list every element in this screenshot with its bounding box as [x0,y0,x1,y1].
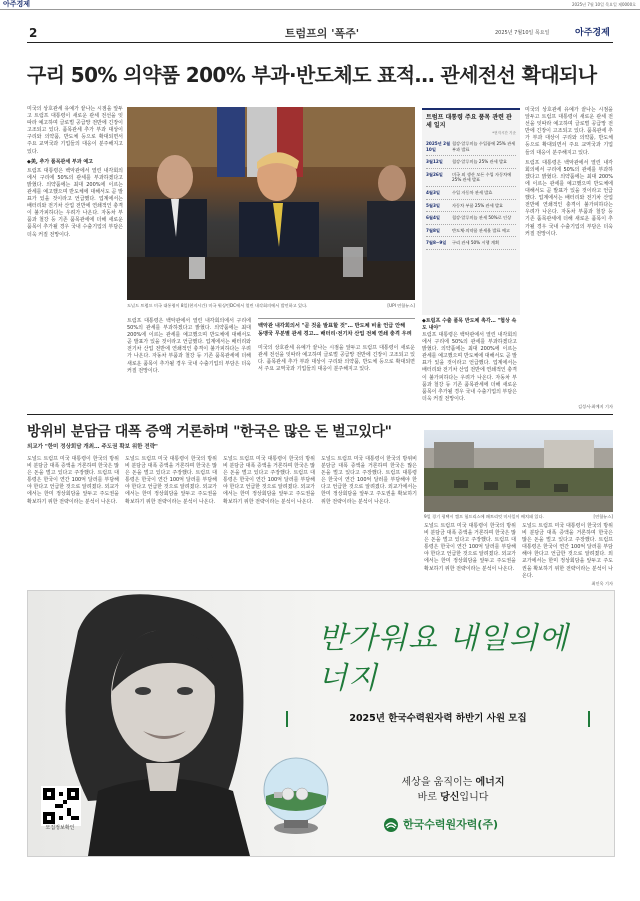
story1-caption: 도널드 트럼프 미국 대통령이 8일(현지시간) 미국 워싱턴DC에서 열린 내각회의에서 발언하고 있다. [127,303,308,308]
top-logo: 아주경제 [3,0,31,8]
timeline-text: 철강·알루미늄 수입품에 25% 관세 부과 발표 [452,141,516,152]
ad-tagline-1 [338,776,568,790]
story2-col-b [125,456,217,506]
story1-photo [127,107,415,300]
sidebox-rows [422,136,520,252]
timeline-text: 미국 외 생산 모든 수입 자동차에 25% 관세 발표 [452,171,512,183]
story2-photo-credit: [연합뉴스] [593,514,613,519]
story1-deck-line1: 백악관 내각회의서 "곧 것을 발표할 것"… 반도체 비율 언급 안해 [258,323,406,329]
timeline-text: 철강·알루미늄 25% 관세 발효 [452,159,508,165]
timeline-row [426,212,516,225]
story2-photo [424,430,613,512]
sidebox-title: 트럼프 대통령 주요 품목 관련 관세 일지 [426,114,512,129]
story1-intro-cont: 트럼프 대통령은 백악관에서 열린 내각회의에서 구리에 50%의 관세를 부과하겠다고 밝혔다. 의약품에는 최대 200%에 이르는 관세를 예고했으며 반도체에 대해서도 곧 발표가 있을 것이라고 언급했다. 업계에서는 배터리와 전기차 산업 전반에 연쇄적인 충격이 불가피하다는 우려가 나온다. 자동차 부품과 철강 등 기존 품목관세에 더해 새로운 품목이 추가될 경우 국내 수출기업의 부담은 더욱 커질 전망이다. [27,167,123,238]
header-paper: 아주경제 [575,28,610,38]
tagline2-em: 당신 [440,792,460,803]
story1-deck-line2: 동맹국 무분별 관세 경고… 배터리·전기차 산업 전체 연쇄 충격 우려 [258,331,412,337]
timeline-text: 수입 자동차 관세 발효 [452,189,493,195]
tagline1-em: 에너지 [475,777,505,788]
story1-photo-credit: [UPI 연합뉴스] [387,303,415,308]
story1-deck [258,318,415,338]
military-base-illustration [424,430,613,512]
story2-col-e [424,523,516,573]
recruit-banner[interactable] [286,711,590,727]
timeline-date: 3월26일 [426,171,443,177]
story1-col-b-text: 미국의 상호관세 유예가 끝나는 시점을 앞두고 트럼프 대통령이 새로운 관세 전선을 잇따라 예고하며 글로벌 공급망 전반에 긴장이 고조되고 있다. 품목관세 추가 부과 대상이 구리와 의약품, 반도체 등으로 확대되면서 주요 교역국과 기업들의 대응이 분주해지고 있다. [258,345,415,373]
timeline-row [426,169,516,187]
page-number: 2 [29,26,38,40]
story2-col-c-text: 도널드 트럼프 미국 대통령이 한국의 방위비 분담금 대폭 증액을 거론하며 한국은 많은 돈을 벌고 있다고 주장했다. 트럼프 대통령은 한국이 연간 100억 달러를 부담해야 한다고 언급한 것으로 알려졌다. 외교가에서는 한미 정상회담을 앞두고 주도권을 확보하기 위한 전략이라는 분석이 나온다. [223,456,315,505]
timeline-text: 반도체·의약품 관세율 발표 예고 [452,227,510,233]
timeline-row [426,237,516,250]
timeline-date: 6월4일 [426,215,440,221]
top-bar [0,0,640,10]
timeline-row [426,200,516,213]
story1-right-text2: 트럼프 대통령은 백악관에서 열린 내각회의에서 구리에 50%의 관세를 부과하겠다고 밝혔다. 의약품에는 최대 200%에 이르는 관세를 예고했으며 반도체에 대해서도 곧 발표가 있을 것이라고 언급했다. 업계에서는 배터리와 전기차 산업 전반에 연쇄적인 충격이 불가피하다는 우려가 나온다. 자동차 부품과 철강 등 기존 품목관세에 더해 새로운 품목이 추가될 경우 국내 수출기업의 부담은 더욱 커질 전망이다. [525,159,613,237]
story2-col-e-text: 도널드 트럼프 미국 대통령이 한국의 방위비 분담금 대폭 증액을 거론하며 한국은 많은 돈을 벌고 있다고 주장했다. 트럼프 대통령은 한국이 연간 100억 달러를 부담해야 한다고 언급한 것으로 알려졌다. 외교가에서는 한미 정상회담을 앞두고 주도권을 확보하기 위한 전략이라는 분석이 나온다. [424,523,516,572]
timeline-date: 5월3일 [426,202,440,208]
story1-lower-c-text: 트럼프 대통령은 백악관에서 열린 내각회의에서 구리에 50%의 관세를 부과하겠다고 밝혔다. 의약품에는 최대 200%에 이르는 관세를 예고했으며 반도체에 대해서도 곧 발표가 있을 것이라고 언급했다. 업계에서는 배터리와 전기차 산업 전반에 연쇄적인 충격이 불가피하다는 우려가 나온다. 자동차 부품과 철강 등 기존 품목관세에 더해 새로운 품목이 추가될 경우 국내 수출기업의 부담은 더욱 커질 전망이다. [422,332,517,402]
timeline-row [426,156,516,169]
story1-headline: 구리 50% 의약품 200% 부과·반도체도 표적… 관세전선 확대되나 [27,63,597,87]
story1-lower-col-c [422,318,517,403]
timeline-text: 구리 관세 50% 시행 계획 [452,240,499,246]
story1-right-text1: 미국의 상호관세 유예가 끝나는 시점을 앞두고 트럼프 대통령이 새로운 관세 전선을 잇따라 예고하며 글로벌 공급망 전반에 긴장이 고조되고 있다. 품목관세 추가 부과 대상이 구리와 의약품, 반도체 등으로 확대되면서 주요 교역국과 기업들의 대응이 분주해지고 있다. [525,107,613,156]
timeline-text: 자동차 부품 25% 관세 발효 [452,202,504,208]
story2-caption: 9일 경기 평택시 캠프 험프리스에 패트리엇 미사일이 배치돼 있다. [424,514,544,519]
story2-col-d-text: 도널드 트럼프 미국 대통령이 한국의 방위비 분담금 대폭 증액을 거론하며 한국은 많은 돈을 벌고 있다고 주장했다. 트럼프 대통령은 한국이 연간 100억 달러를 부담해야 한다고 언급한 것으로 알려졌다. 외교가에서는 한미 정상회담을 앞두고 주도권을 확보하기 위한 전략이라는 분석이 나온다. [321,456,417,505]
timeline-row [426,225,516,238]
section-title: 트럼프의 '폭주' [284,27,360,40]
story2-col-f [522,523,613,587]
story-divider [27,414,613,415]
energy-globe [260,756,332,836]
story2-headline: 방위비 분담금 대폭 증액 거론하며 "한국은 많은 돈 벌고있다" [27,424,392,440]
story1-col-b [258,345,415,373]
story1-intro: 미국의 상호관세 유예가 끝나는 시점을 앞두고 트럼프 대통령이 새로운 관세 전선을 잇따라 예고하며 글로벌 공급망 전반에 긴장이 고조되고 있다. 품목관세 추가 부과 대상이 구리와 의약품, 반도체 등으로 확대되면서 주요 교역국과 기업들의 대응이 분주해지고 있다. [27,106,123,155]
tagline1-pre: 세상을 움직이는 [401,777,476,788]
timeline-date: 2025년 2월10일 [426,141,451,152]
story1-subhead: ◆美, 추가 품목관세 부과 예고 [27,158,94,165]
story2-col-b-text: 도널드 트럼프 미국 대통령이 한국의 방위비 분담금 대폭 증액을 거론하며 한국은 많은 돈을 벌고 있다고 주장했다. 트럼프 대통령은 한국이 연간 100억 달러를 부담해야 한다고 언급한 것으로 알려졌다. 외교가에서는 한미 정상회담을 앞두고 주도권을 확보하기 위한 전략이라는 분석이 나온다. [125,456,217,505]
story1-subhead2: ◆트럼프 수출 품목 반도체 촉각… "협상 속도 내야" [422,318,517,331]
qr-code[interactable] [41,786,81,826]
ad-tagline-2 [338,791,568,805]
story1-byline: 김성서·최예지 기자 [577,404,613,409]
timeline-date: 4월3일 [426,189,440,195]
recruit-text[interactable]: 2025년 한국수력원자력 하반기 사원 모집 [349,713,527,724]
story2-col-a [27,456,119,506]
timeline-row [426,187,516,200]
story1-intro-column [27,106,123,239]
story1-col-a-text: 트럼프 대통령은 백악관에서 열린 내각회의에서 구리에 50%의 관세를 부과하겠다고 밝혔다. 의약품에는 최대 200%에 이르는 관세를 예고했으며 반도체에 대해서도 곧 발표가 있을 것이라고 언급했다. 업계에서는 배터리와 전기차 산업 전반에 연쇄적인 충격이 불가피하다는 우려가 나온다. 자동차 부품과 철강 등 기존 품목관세에 더해 새로운 품목이 추가될 경우 국내 수출기업의 부담은 더욱 커질 전망이다. [127,318,251,374]
company-logo[interactable] [383,816,543,834]
header-date: 2025년 7월10일 목요일 [495,30,550,36]
story2-byline: 최인욱 기자 [591,580,613,586]
ad-slogan: 반가워요 내일의에너지 [318,621,569,696]
story1-col-a [127,318,251,375]
tagline2-post: 입니다 [459,792,489,803]
story2-col-d [321,456,417,506]
globe-icon [260,756,332,836]
timeline-date: 7월8일 [426,227,440,233]
story2-col-c [223,456,315,506]
sidebox-unit: *현지시간 기준 [492,131,516,135]
qr-code-icon [43,788,79,824]
story2-subline: 외교가 "한미 정상회담 개최… 주도권 확보 위한 전략" [27,444,158,450]
khnp-logo-icon [383,817,399,833]
tagline2-pre: 바로 [417,792,441,803]
page-header [27,22,613,43]
khnp-advertisement[interactable] [27,590,615,857]
qr-label: 모집정보확인 [45,825,75,831]
timeline-row [426,138,516,156]
timeline-date: 3월12일 [426,159,443,165]
issue-info: 2025년 7월 10일 목요일 제0000호 [572,2,636,7]
story2-col-a-text: 도널드 트럼프 미국 대통령이 한국의 방위비 분담금 대폭 증액을 거론하며 한국은 많은 돈을 벌고 있다고 주장했다. 트럼프 대통령은 한국이 연간 100억 달러를 부담해야 한다고 언급한 것으로 알려졌다. 외교가에서는 한미 정상회담을 앞두고 주도권을 확보하기 위한 전략이라는 분석이 나온다. [27,456,119,505]
company-name: 한국수력원자력(주) [403,818,499,831]
timeline-text: 철강·알루미늄 관세 50%로 인상 [452,215,512,221]
story2-col-f-text: 도널드 트럼프 미국 대통령이 한국의 방위비 분담금 대폭 증액을 거론하며 한국은 많은 돈을 벌고 있다고 주장했다. 트럼프 대통령은 한국이 연간 100억 달러를 부담해야 한다고 언급한 것으로 알려졌다. 외교가에서는 한미 정상회담을 앞두고 주도권을 확보하기 위한 전략이라는 분석이 나온다. [522,523,613,579]
story1-right-column [525,107,613,238]
cabinet-meeting-illustration [127,107,415,300]
tariff-timeline-box [422,108,520,315]
timeline-date: 7월8~9일 [426,240,447,246]
